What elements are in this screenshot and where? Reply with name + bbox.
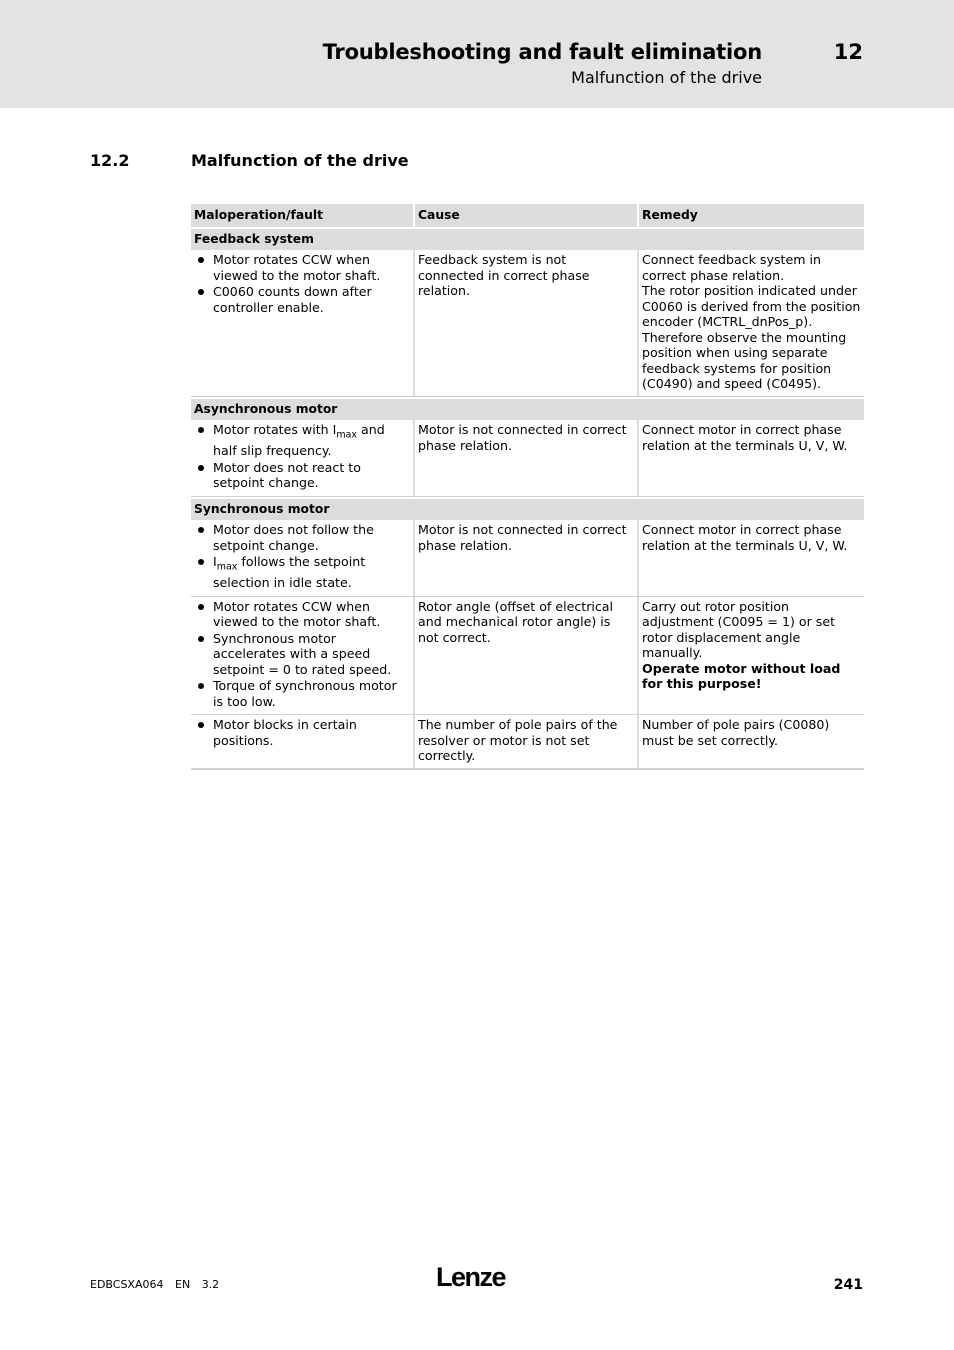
subscript-max: max bbox=[216, 561, 238, 573]
table-row bbox=[191, 597, 864, 716]
symptom-item: Synchronous motor accelerates with a speed setpoint = 0 to rated speed. bbox=[194, 631, 410, 678]
section-number: 12.2 bbox=[90, 151, 130, 170]
remedy-cell: Connect motor in correct phase relation at the terminals U, V, W. bbox=[639, 520, 864, 597]
remedy-text: The rotor position indicated under C0060 is derived from the position encoder (MCTRL_dnPos_p). Therefore observe the mounting position when using separate feedback systems for position (C0490) and speed (C0495). bbox=[642, 283, 861, 391]
symptom-item: Motor rotates CCW when viewed to the motor shaft. bbox=[194, 252, 410, 283]
chapter-number: 12 bbox=[833, 40, 863, 64]
table-row bbox=[191, 520, 864, 597]
symptom-item bbox=[194, 554, 410, 591]
symptom-cell bbox=[191, 597, 415, 716]
remedy-cell: Number of pole pairs (C0080) must be set correctly. bbox=[639, 715, 864, 770]
table-row bbox=[191, 715, 864, 770]
symptom-item bbox=[194, 422, 410, 459]
remedy-text: Carry out rotor position adjustment (C0095 = 1) or set rotor displacement angle manually. bbox=[642, 598, 836, 661]
symptom-cell bbox=[191, 420, 415, 497]
symptom-cell bbox=[191, 520, 415, 597]
cause-cell: Motor is not connected in correct phase relation. bbox=[415, 520, 639, 597]
chapter-subtitle: Malfunction of the drive bbox=[571, 68, 762, 87]
symptom-list bbox=[194, 522, 410, 591]
column-header-cause: Cause bbox=[415, 204, 639, 227]
symptom-item: Motor does not react to setpoint change. bbox=[194, 460, 410, 491]
symptom-text: and half slip frequency. bbox=[213, 422, 385, 459]
group-title: Asynchronous motor bbox=[191, 397, 864, 421]
remedy-text: Connect feedback system in correct phase relation. bbox=[642, 252, 821, 283]
header-band bbox=[0, 0, 954, 108]
cause-cell: The number of pole pairs of the resolver or motor is not set correctly. bbox=[415, 715, 639, 770]
document-language: EN bbox=[175, 1278, 191, 1291]
symptom-item: Motor does not follow the setpoint change. bbox=[194, 522, 410, 553]
symptom-list bbox=[194, 717, 410, 748]
subscript-max: max bbox=[336, 429, 358, 441]
group-title: Synchronous motor bbox=[191, 497, 864, 521]
symptom-text: Motor rotates with I bbox=[213, 422, 337, 437]
cause-cell: Rotor angle (offset of electrical and mechanical rotor angle) is not correct. bbox=[415, 597, 639, 716]
symptom-text: follows the setpoint selection in idle state. bbox=[213, 554, 366, 591]
document-id: EDBCSXA064 bbox=[90, 1278, 164, 1291]
remedy-warning: Operate motor without load for this purpose! bbox=[642, 660, 841, 692]
remedy-cell bbox=[639, 597, 864, 716]
group-row-feedback-system bbox=[191, 227, 864, 251]
group-title: Feedback system bbox=[191, 227, 864, 251]
symptom-list bbox=[194, 599, 410, 710]
symptom-item: Motor blocks in certain positions. bbox=[194, 717, 410, 748]
page-number: 241 bbox=[833, 1277, 863, 1293]
group-row-synchronous-motor bbox=[191, 497, 864, 521]
remedy-cell: Connect motor in correct phase relation at the terminals U, V, W. bbox=[639, 420, 864, 497]
symptom-item: Torque of synchronous motor is too low. bbox=[194, 678, 410, 709]
cause-cell: Motor is not connected in correct phase relation. bbox=[415, 420, 639, 497]
chapter-title: Troubleshooting and fault elimination bbox=[322, 40, 762, 64]
footer-document-info bbox=[90, 1278, 227, 1291]
remedy-cell bbox=[639, 250, 864, 397]
symptom-item: Motor rotates CCW when viewed to the motor shaft. bbox=[194, 599, 410, 630]
symptom-cell bbox=[191, 250, 415, 397]
symptom-list bbox=[194, 422, 410, 491]
group-row-asynchronous-motor bbox=[191, 397, 864, 421]
cause-cell: Feedback system is not connected in correct phase relation. bbox=[415, 250, 639, 397]
fault-table bbox=[191, 204, 864, 770]
symptom-item: C0060 counts down after controller enable. bbox=[194, 284, 410, 315]
column-header-fault: Maloperation/fault bbox=[191, 204, 415, 227]
section-title: Malfunction of the drive bbox=[191, 151, 409, 170]
table-row bbox=[191, 420, 864, 497]
lenze-logo: Lenze bbox=[436, 1262, 506, 1292]
symptom-list bbox=[194, 252, 410, 315]
symptom-text: I bbox=[213, 554, 217, 570]
table-row bbox=[191, 250, 864, 397]
symptom-cell bbox=[191, 715, 415, 770]
table-header-row bbox=[191, 204, 864, 227]
document-version: 3.2 bbox=[201, 1278, 220, 1291]
column-header-remedy: Remedy bbox=[639, 204, 864, 227]
